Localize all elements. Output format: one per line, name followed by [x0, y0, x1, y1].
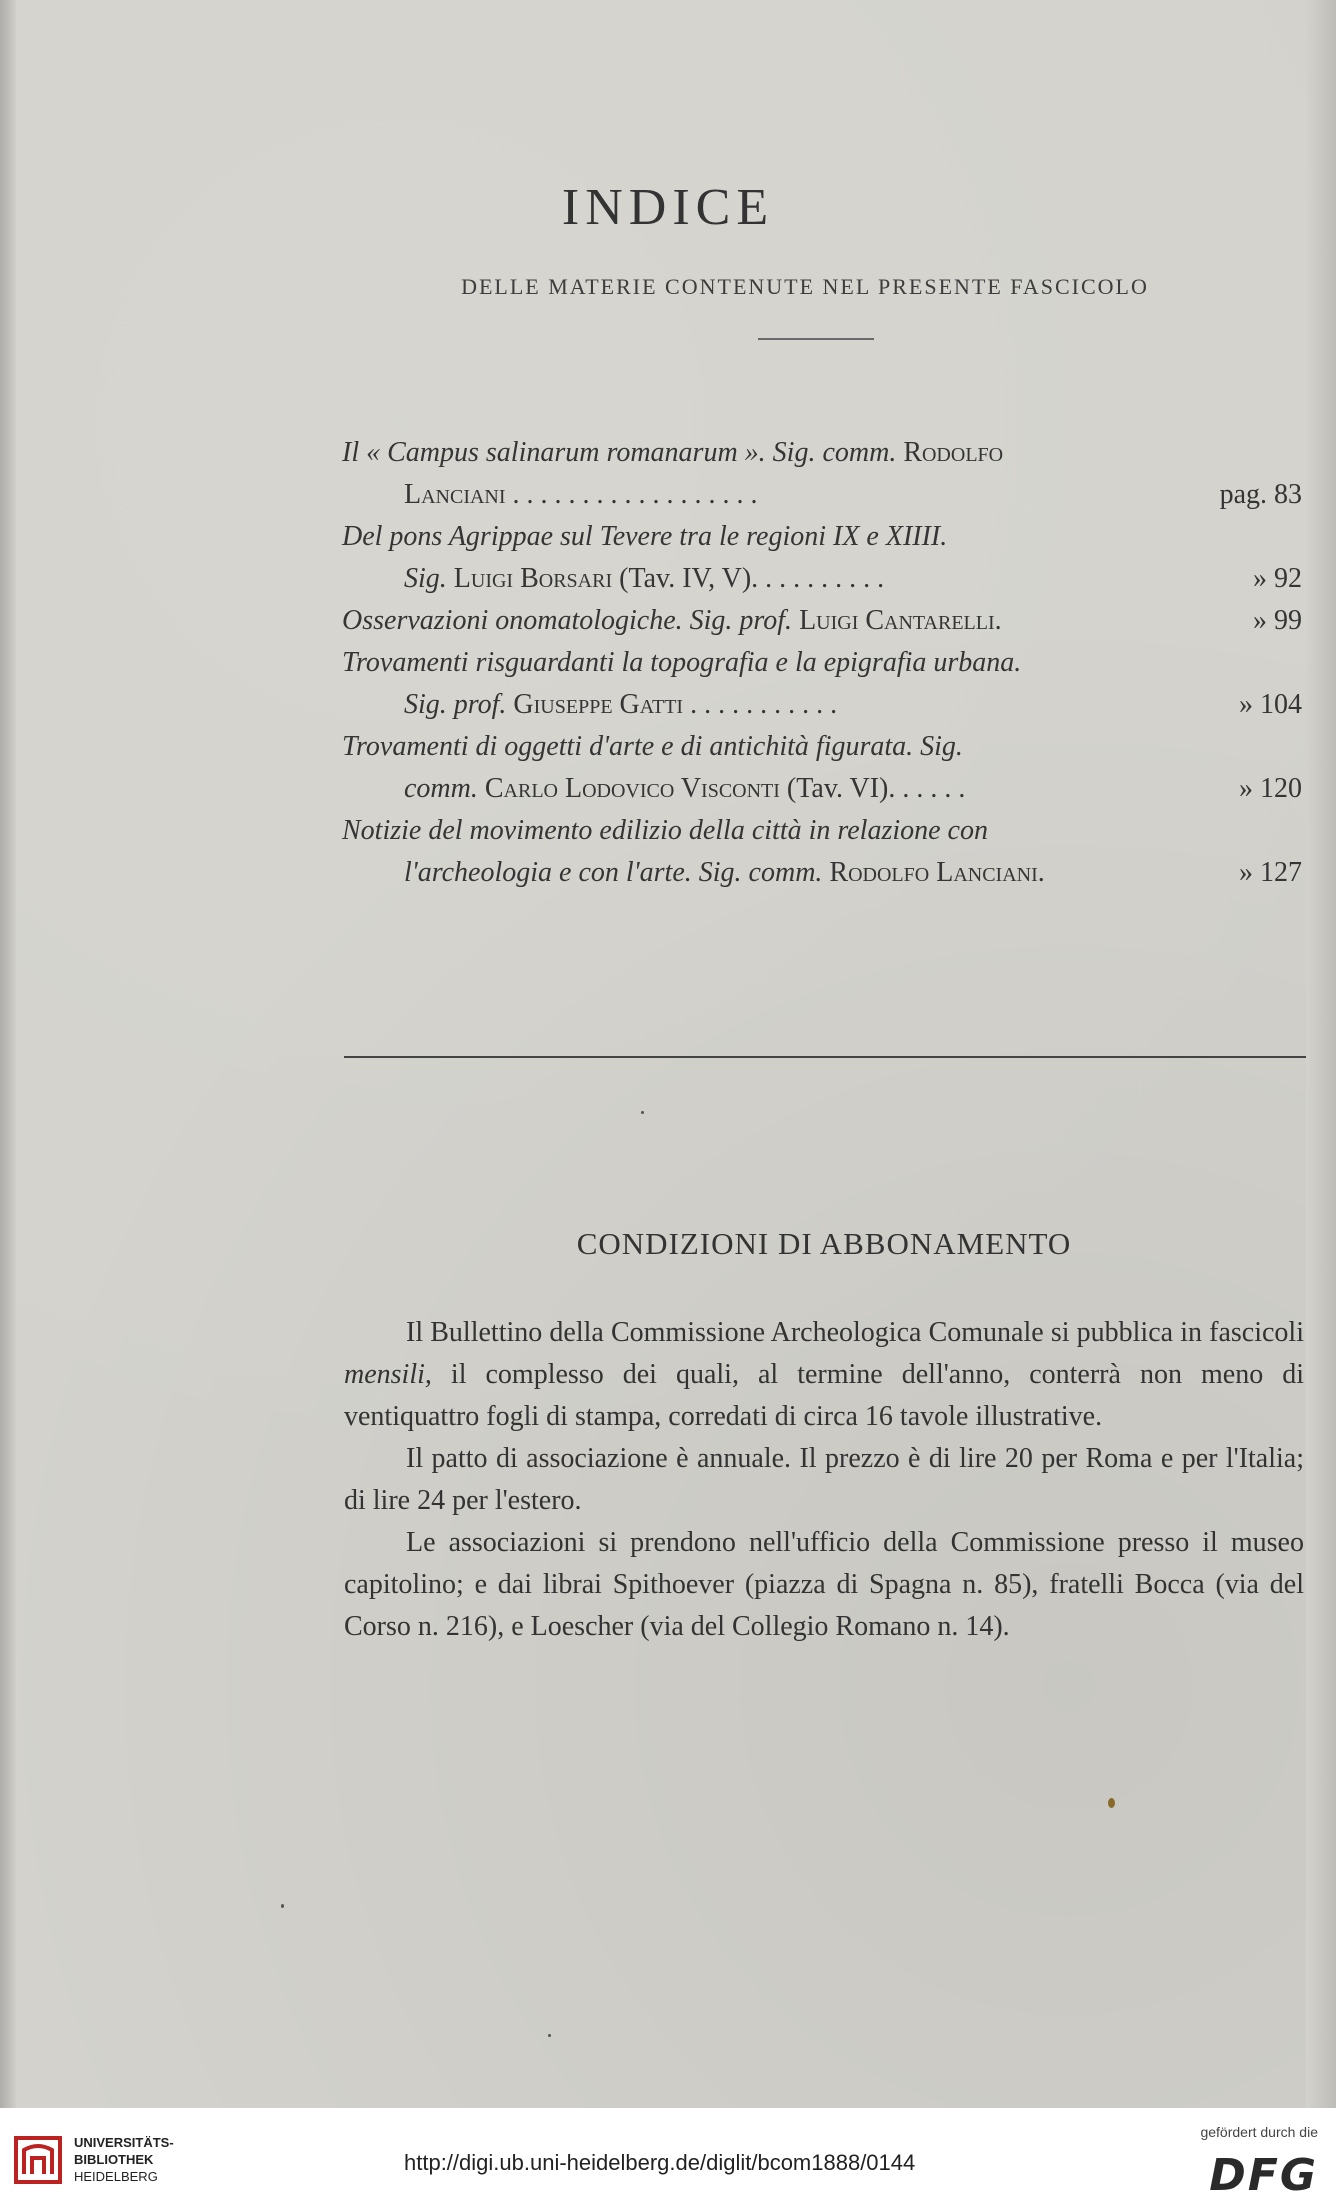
dfg-logo[interactable]: DFG: [1209, 2150, 1318, 2201]
page-prefix: »: [1253, 563, 1267, 594]
conditions-paragraph-2: Il patto di associazione è annuale. Il prezzo è di lire 20 per Roma e per l'Italia; di lire 24 per l'estero.: [344, 1443, 1304, 1516]
index-title: INDICE: [561, 179, 775, 236]
page-number: 92: [1274, 563, 1302, 594]
toc-entry-5-title: Trovamenti di oggetti d'arte e di antichità figurata. Sig.: [342, 731, 963, 762]
page-edge-left: [0, 0, 16, 2108]
index-subtitle: DELLE MATERIE CONTENUTE NEL PRESENTE FASCICOLO: [461, 274, 1149, 299]
toc-entry-2-line-1: [342, 516, 1302, 558]
toc-entry-6-page: [1239, 852, 1302, 894]
section-divider: [344, 1056, 1306, 1058]
toc-entry-1-page: [1220, 474, 1302, 516]
toc-entry-1-line-2: [342, 474, 1302, 516]
page-prefix: »: [1239, 857, 1253, 888]
toc-entry-4-rest: . . . . . . . . . . .: [683, 689, 838, 720]
page-number: 127: [1260, 857, 1302, 888]
title-rule: [758, 338, 874, 340]
library-name: [74, 2134, 174, 2185]
toc-entry-4-page: [1239, 684, 1302, 726]
conditions-body: [344, 1312, 1304, 1648]
toc-entry-2-title: Del pons Agrippae sul Tevere tra le regioni IX e XIIII.: [342, 521, 948, 552]
paragraph-1-text-b: il complesso dei quali, al termine dell'anno, conterrà non meno di ventiquattro fogli di stampa, corredati di circa 16 tavole illustrative.: [344, 1359, 1304, 1432]
conditions-paragraph-1: [344, 1312, 1304, 1438]
toc-entry-3-page: [1253, 600, 1302, 642]
funding-note: gefördert durch die: [1200, 2124, 1318, 2140]
toc-entry-4-title: Trovamenti risguardanti la topografia e la epigrafia urbana.: [342, 647, 1022, 678]
university-library-logo[interactable]: [14, 2134, 174, 2190]
paragraph-1-text-a: Il Bullettino della Commissione Archeologica Comunale si pubblica in fascicoli: [406, 1317, 1304, 1348]
toc-entry-5-line-2: [342, 768, 1302, 810]
page-prefix: »: [1239, 773, 1253, 804]
toc-entry-2-author: Luigi Borsari: [453, 563, 613, 594]
page-number: 83: [1274, 479, 1302, 510]
toc-entry-6-title: Notizie del movimento edilizio della città in relazione con: [342, 815, 988, 846]
page-number: 120: [1260, 773, 1302, 804]
source-url-link[interactable]: http://digi.ub.uni-heidelberg.de/diglit/bcom1888/0144: [404, 2150, 916, 2175]
toc-entry-6-line-2: [342, 852, 1302, 894]
library-name-line-3: HEIDELBERG: [74, 2169, 158, 2184]
toc-entry-3-author: Luigi Cantarelli.: [799, 605, 1002, 636]
page-prefix: pag.: [1219, 479, 1267, 510]
toc-entry-3-line-1: [342, 600, 1302, 642]
toc-entry-2-rest: (Tav. IV, V). . . . . . . . . .: [612, 563, 885, 594]
paper-speck: [548, 2034, 551, 2037]
toc-entry-4-line-2: [342, 684, 1302, 726]
toc-entry-4-title-cont: Sig. prof.: [404, 689, 514, 720]
toc-entry-4-line-1: [342, 642, 1302, 684]
toc-entry-1-title: Il « Campus salinarum romanarum ». Sig. comm.: [342, 437, 904, 468]
toc-entry-2-line-2: [342, 558, 1302, 600]
library-logo-icon: [14, 2136, 62, 2184]
library-name-line-1: UNIVERSITÄTS-: [74, 2135, 174, 2150]
library-name-line-2: BIBLIOTHEK: [74, 2152, 154, 2167]
paragraph-1-italic: mensili,: [344, 1359, 432, 1390]
toc-entry-5-title-cont: comm.: [404, 773, 485, 804]
toc-entry-2-page: [1253, 558, 1302, 600]
toc-entry-6-author: Rodolfo Lanciani.: [829, 857, 1045, 888]
conditions-paragraph-3: Le associazioni si prendono nell'ufficio della Commissione presso il museo capitolino; e dai librai Spithoever (piazza di Spagna n. 85), fratelli Bocca (via del Corso n. 216), e Loescher (via del Collegio Romano n. 14).: [344, 1527, 1304, 1642]
page-edge-right: [1306, 0, 1336, 2108]
table-of-contents: [342, 432, 1302, 894]
toc-entry-6-title-cont: l'archeologia e con l'arte. Sig. comm.: [404, 857, 830, 888]
toc-entry-1-author-cont: Lanciani: [404, 479, 506, 510]
toc-entry-5-rest: (Tav. VI). . . . . .: [779, 773, 966, 804]
paper-speck: [281, 1904, 284, 1908]
toc-entry-6-line-1: [342, 810, 1302, 852]
toc-entry-1-leader: . . . . . . . . . . . . . . . . . .: [505, 479, 758, 510]
page-number: 99: [1274, 605, 1302, 636]
page-prefix: »: [1239, 689, 1253, 720]
toc-entry-3-title: Osservazioni onomatologiche. Sig. prof.: [342, 605, 800, 636]
page-number: 104: [1260, 689, 1302, 720]
toc-entry-1-line-1: [342, 432, 1302, 474]
toc-entry-1-author: Rodolfo: [903, 437, 1004, 468]
toc-entry-4-author: Giuseppe Gatti: [513, 689, 684, 720]
page-prefix: »: [1253, 605, 1267, 636]
paper-speck: [641, 1111, 644, 1114]
toc-entry-2-title-cont: Sig.: [404, 563, 454, 594]
toc-entry-5-line-1: [342, 726, 1302, 768]
conditions-title: CONDIZIONI DI ABBONAMENTO: [576, 1226, 1072, 1261]
toc-entry-5-author: Carlo Lodovico Visconti: [484, 773, 780, 804]
toc-entry-5-page: [1239, 768, 1302, 810]
paper-speck: [1108, 1798, 1115, 1808]
